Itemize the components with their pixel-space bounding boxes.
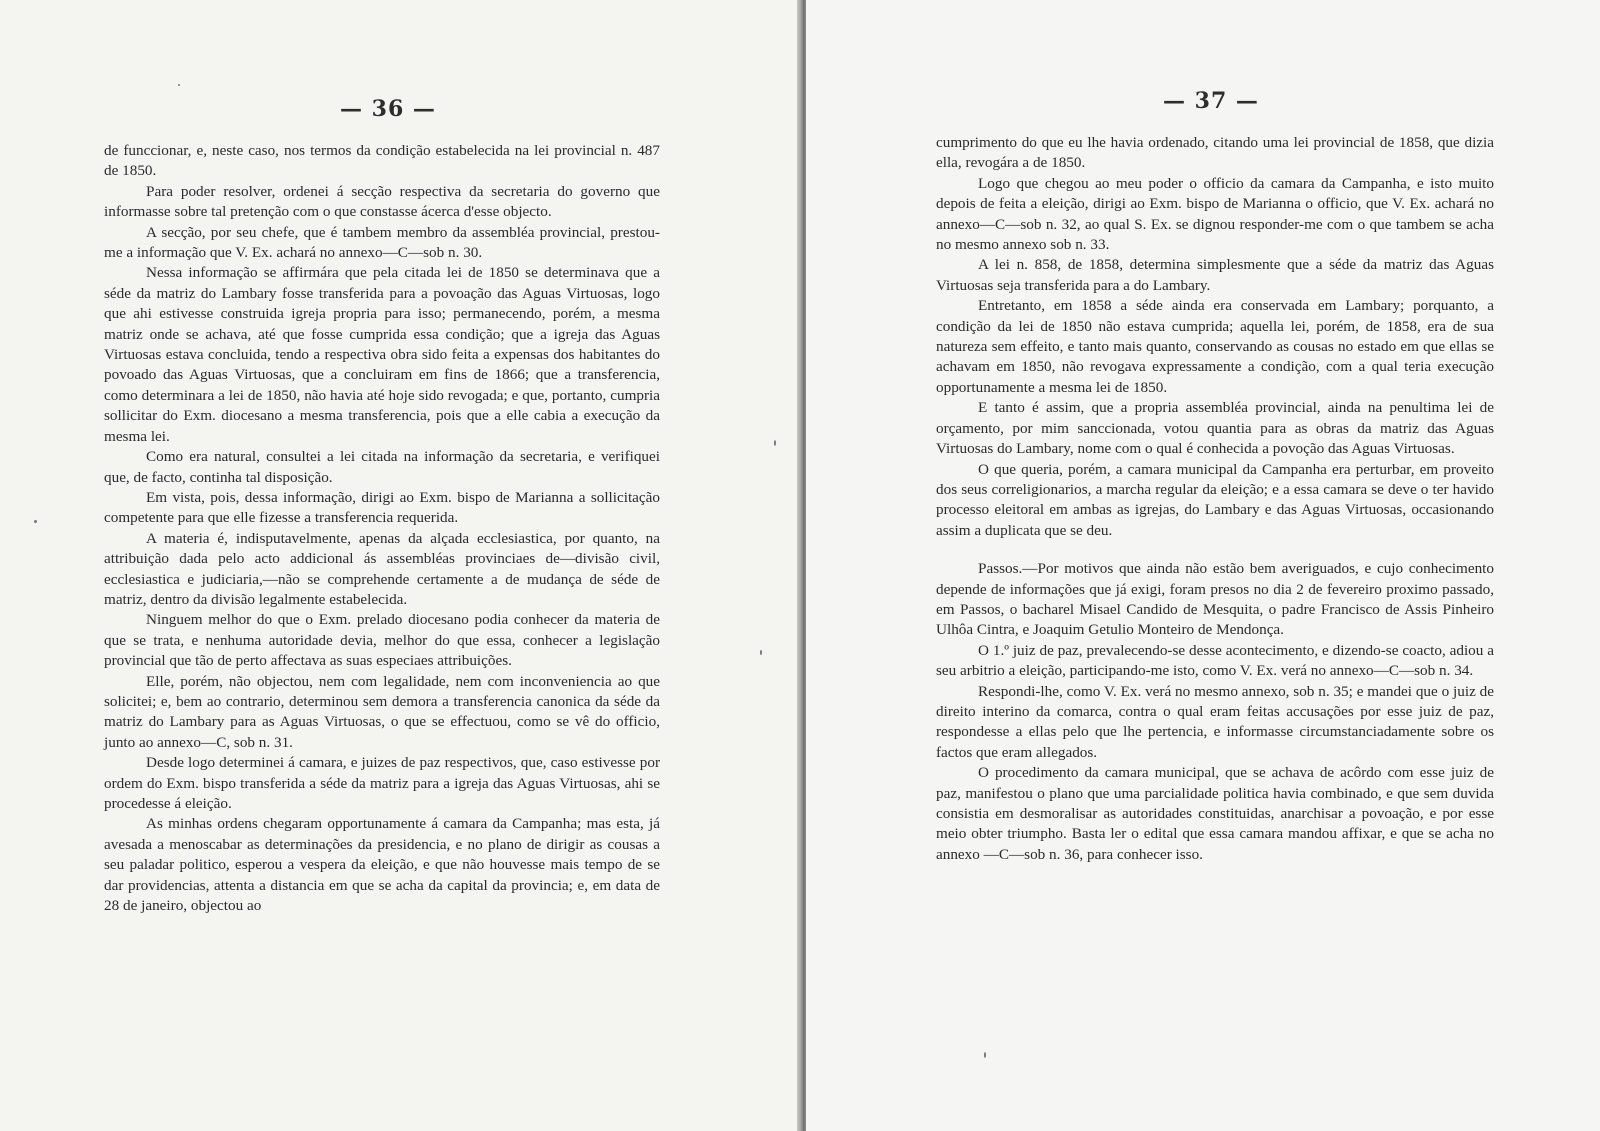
scan-speck <box>760 650 762 655</box>
page-number-37: — 37 — <box>1163 88 1259 114</box>
paragraph: Entretanto, em 1858 a séde ainda era conservada em Lambary; porquanto, a condição da lei de 1850 não estava cumprida; aquella lei, porém, de 1858, era de sua natureza sem effeito, e tanto mais quanto, conservando as cousas no estado em que ellas se achavam em 1850, não revogava expressamente a condição, com a qual teria execução opportunamente a mesma lei de 1850. <box>936 297 1494 396</box>
paragraph: A materia é, indisputavelmente, apenas da alçada ecclesiastica, por quanto, na attribuição dada pelo acto addicional ás assembléas provinciaes de—divisão civil, ecclesiastica e judiciaria,—não se comprehende certamente a de mudança de séde de matriz, dentro da divisão legalmente estabelecida. <box>104 529 660 608</box>
scan-speck <box>34 520 37 523</box>
scan-speck <box>984 1052 986 1058</box>
paragraph: Elle, porém, não objectou, nem com legalidade, nem com inconveniencia ao que solicitei; e, bem ao contrario, determinou sem demora a transferencia canonica da séde da matriz do Lambary para as Aguas Virtuosas, o que se effectuou, como se vê do officio, junto ao annexo—C, sob n. 31. <box>104 672 660 751</box>
paragraph: cumprimento do que eu lhe havia ordenado, citando uma lei provincial de 1858, que dizia ella, revogára a de 1850. <box>936 134 1494 172</box>
paragraph: Ninguem melhor do que o Exm. prelado diocesano podia conhecer da materia de que se trata, e nenhuma autoridade devia, melhor do que essa, conhecer a legislação provincial que tão de perto affectava as suas especiaes attribuições. <box>104 611 660 670</box>
paragraph: de funccionar, e, neste caso, nos termos da condição estabelecida na lei provincial n. 487 de 1850. <box>104 142 660 180</box>
paragraph: O que queria, porém, a camara municipal da Campanha era perturbar, em proveito dos seus correligionarios, a marcha regular da eleição; e a essa camara se deve o ter havido processo eleitoral em ambas as igrejas, do Lambary e das Aguas Virtuosas, occasionando assim a duplicata que se deu. <box>936 460 1494 539</box>
paragraph: Para poder resolver, ordenei á secção respectiva da secretaria do governo que informasse sobre tal pretenção com o que constasse ácerca d'esse objecto. <box>104 182 660 221</box>
paragraph: Como era natural, consultei a lei citada na informação da secretaria, e verifiquei que, de facto, continha tal disposição. <box>104 448 660 486</box>
right-page <box>806 0 1600 1131</box>
paragraph: Passos.—Por motivos que ainda não estão bem averiguados, e cujo conhecimento depende de informações que já exigi, foram presos no dia 2 de fevereiro proximo passado, em Passos, o bacharel Misael Candido de Mesquita, o padre Francisco de Assis Pinheiro Ulhôa Cintra, e Joaquim Getulio Monteiro de Mendonça. <box>936 560 1494 639</box>
paragraph: As minhas ordens chegaram opportunamente á camara da Campanha; mas esta, já avesada a menoscabar as determinações da presidencia, e no plano de dirigir as cousas a seu paladar politico, esperou a vespera da eleição, e que não houvesse mais tempo de se dar providencias, attenta a distancia em que se acha da capital da provincia; e, em data de 28 de janeiro, objectou ao <box>104 815 660 915</box>
paragraph: O procedimento da camara municipal, que se achava de acôrdo com esse juiz de paz, manifestou o plano que uma parcialidade politica havia combinado, e que sem duvida consistia em desmoralisar as autoridades constituidas, anarchisar a povoação, e por esse meio obter triumpho. Basta ler o edital que essa camara mandou affixar, e que se acha no annexo —C—sob n. 36, para conhecer isso. <box>936 764 1494 863</box>
paragraph: E tanto é assim, que a propria assembléa provincial, ainda na penultima lei de orçamento, por mim sanccionada, votou quantia para as obras da matriz das Aguas Virtuosas do Lambary, nome com o qual é conhecida a povoção das Aguas Virtuosas. <box>936 399 1494 458</box>
paragraph: Respondi-lhe, como V. Ex. verá no mesmo annexo, sob n. 35; e mandei que o juiz de direito interino da comarca, contra o qual eram feitas accusações por esse juiz de paz, respondesse a ellas pelo que lhe pertencia, e informasse circumstanciadamente sobre os factos que eram allegados. <box>936 682 1494 761</box>
scan-speck <box>774 440 776 446</box>
scan-speck <box>178 84 180 86</box>
page-number-36: — 36 — <box>340 96 436 122</box>
right-page-text <box>936 133 1494 865</box>
paragraph: A secção, por seu chefe, que é tambem membro da assembléa provincial, prestou-me a informação que V. Ex. achará no annexo—C—sob n. 30. <box>104 223 660 262</box>
paragraph: Nessa informação se affirmára que pela citada lei de 1850 se determinava que a séde da matriz do Lambary fosse transferida para a povoação das Aguas Virtuosas, logo que ahi estivesse construida igreja propria para isso; permanecendo, porém, a mesma matriz onde se achava, até que fosse cumprida essa condição; que a igreja das Aguas Virtuosas estava concluida, tendo a respectiva obra sido feita a expensas dos habitantes do povoado das Aguas Virtuosas, que a concluiram em fins de 1866; que a transferencia, como determinara a lei de 1850, não havia até hoje sido revogada; e que, portanto, cumpria sollicitar do Exm. diocesano a mesma transferencia, pois que a elle cabia a execução da mesma lei. <box>104 264 660 445</box>
paragraph: Desde logo determinei á camara, e juizes de paz respectivos, que, caso estivesse por ordem do Exm. bispo transferida a séde da matriz para a igreja das Aguas Virtuosas, ahi se procedesse á eleição. <box>104 754 660 812</box>
paragraph: A lei n. 858, de 1858, determina simplesmente que a séde da matriz das Aguas Virtuosas seja transferida para a do Lambary. <box>936 256 1494 294</box>
paragraph: O 1.º juiz de paz, prevalecendo-se desse acontecimento, e dizendo-se coacto, adiou a seu arbitrio a eleição, participando-me isto, como V. Ex. verá no annexo—C—sob n. 34. <box>936 641 1494 680</box>
paragraph: Logo que chegou ao meu poder o officio da camara da Campanha, e isto muito depois de feita a eleição, dirigi ao Exm. bispo de Marianna o officio, que V. Ex. achará no annexo—C—sob n. 32, ao qual S. Ex. se dignou responder-me com o que tambem se acha no mesmo annexo sob n. 33. <box>936 174 1494 254</box>
paragraph: Em vista, pois, dessa informação, dirigi ao Exm. bispo de Marianna a sollicitação competente para que elle fizesse a transferencia requerida. <box>104 488 660 527</box>
left-page-text <box>104 141 660 916</box>
